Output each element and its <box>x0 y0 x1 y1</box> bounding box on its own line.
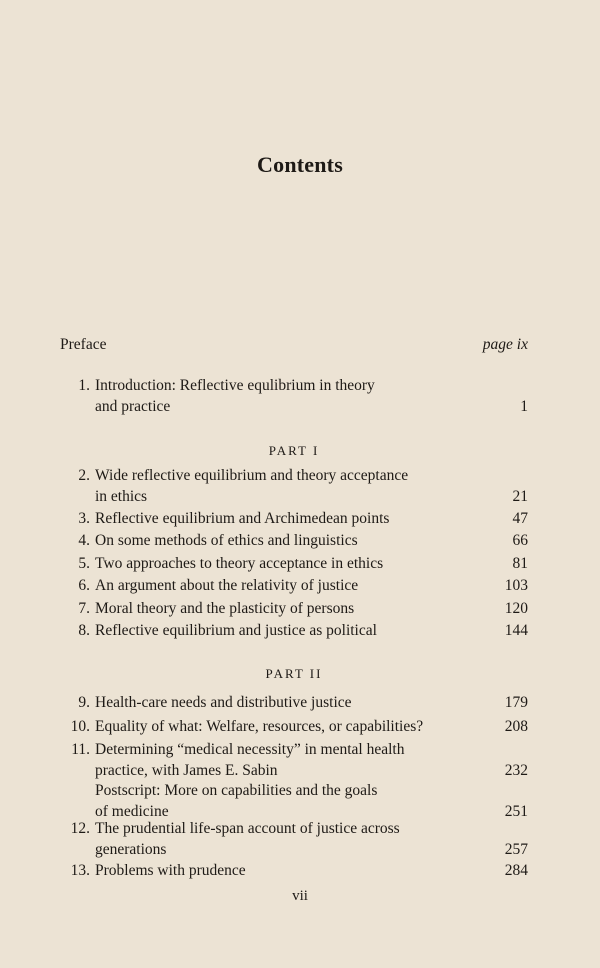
toc-entry-page: 1 <box>520 398 528 415</box>
toc-entry-page: 47 <box>512 510 528 527</box>
toc-entry-title-line: Reflective equilibrium and Archimedean points <box>95 510 390 527</box>
toc-entry-page: 257 <box>504 841 528 858</box>
toc-entry-title-line: practice, with James E. Sabin <box>95 762 278 779</box>
toc-entry-page: 208 <box>504 718 528 735</box>
toc-entry-title-line: and practice <box>95 398 171 415</box>
toc-entry-title-line: Moral theory and the plasticity of persons <box>95 600 355 617</box>
page-title: Contents <box>257 152 343 177</box>
toc-entry-number: 1. <box>78 377 90 394</box>
toc-entry-page: page ix <box>482 336 528 353</box>
toc-entry-number: 7. <box>78 600 90 617</box>
page-number: vii <box>292 888 308 904</box>
toc-entry-page: 81 <box>512 555 528 572</box>
toc-entry-page: 66 <box>512 532 528 549</box>
toc-entry-title-line: Reflective equilibrium and justice as political <box>95 622 377 639</box>
toc-entry-title: Preface <box>60 336 107 353</box>
toc-entry-title-line: On some methods of ethics and linguistics <box>95 532 358 549</box>
toc-entry-page: 120 <box>504 600 528 617</box>
toc-entry-number: 4. <box>78 532 90 549</box>
toc-entry-number: 5. <box>78 555 90 572</box>
toc-entry-number: 11. <box>71 741 90 758</box>
toc-entry-number: 9. <box>78 694 90 711</box>
toc-entry-title-line: of medicine <box>95 803 169 820</box>
toc-entry-title-line: Postscript: More on capabilities and the goals <box>95 782 378 799</box>
toc-entry-number: 2. <box>78 467 90 484</box>
toc-entry-page: 251 <box>504 803 528 820</box>
toc-entry-number: 13. <box>70 862 90 879</box>
toc-entry-title-line: The prudential life-span account of justice across <box>95 820 400 837</box>
toc-entry-page: 284 <box>504 862 528 879</box>
toc-entry-page: 144 <box>504 622 528 639</box>
toc-entry-number: 12. <box>70 820 90 837</box>
toc-entry-number: 8. <box>78 622 90 639</box>
toc-entry-title-line: Wide reflective equilibrium and theory acceptance <box>95 467 409 484</box>
toc-entry-title-line: Problems with prudence <box>95 862 246 879</box>
toc-entry-title-line: Equality of what: Welfare, resources, or capabilities? <box>95 718 424 735</box>
toc-entry-number: 6. <box>78 577 90 594</box>
toc-entry-page: 21 <box>512 488 528 505</box>
toc-entry-title-line: generations <box>95 841 167 858</box>
toc-entry-title-line: Health-care needs and distributive justice <box>95 694 352 711</box>
toc-entry-title-line: Two approaches to theory acceptance in ethics <box>95 555 384 572</box>
part-heading: PART II <box>265 666 323 681</box>
toc-entry-title-line: Determining “medical necessity” in mental health <box>95 741 405 758</box>
toc-entry-page: 179 <box>504 694 528 711</box>
toc-entry-page: 103 <box>504 577 528 594</box>
toc-entry-title-line: Introduction: Reflective equlibrium in theory <box>95 377 375 394</box>
toc-entry-number: 10. <box>70 718 90 735</box>
toc-entry-page: 232 <box>504 762 528 779</box>
toc-entry-title-line: in ethics <box>95 488 148 505</box>
toc-entry-title-line: An argument about the relativity of justice <box>95 577 359 594</box>
toc-entry-number: 3. <box>78 510 90 527</box>
part-heading: PART I <box>268 443 320 458</box>
